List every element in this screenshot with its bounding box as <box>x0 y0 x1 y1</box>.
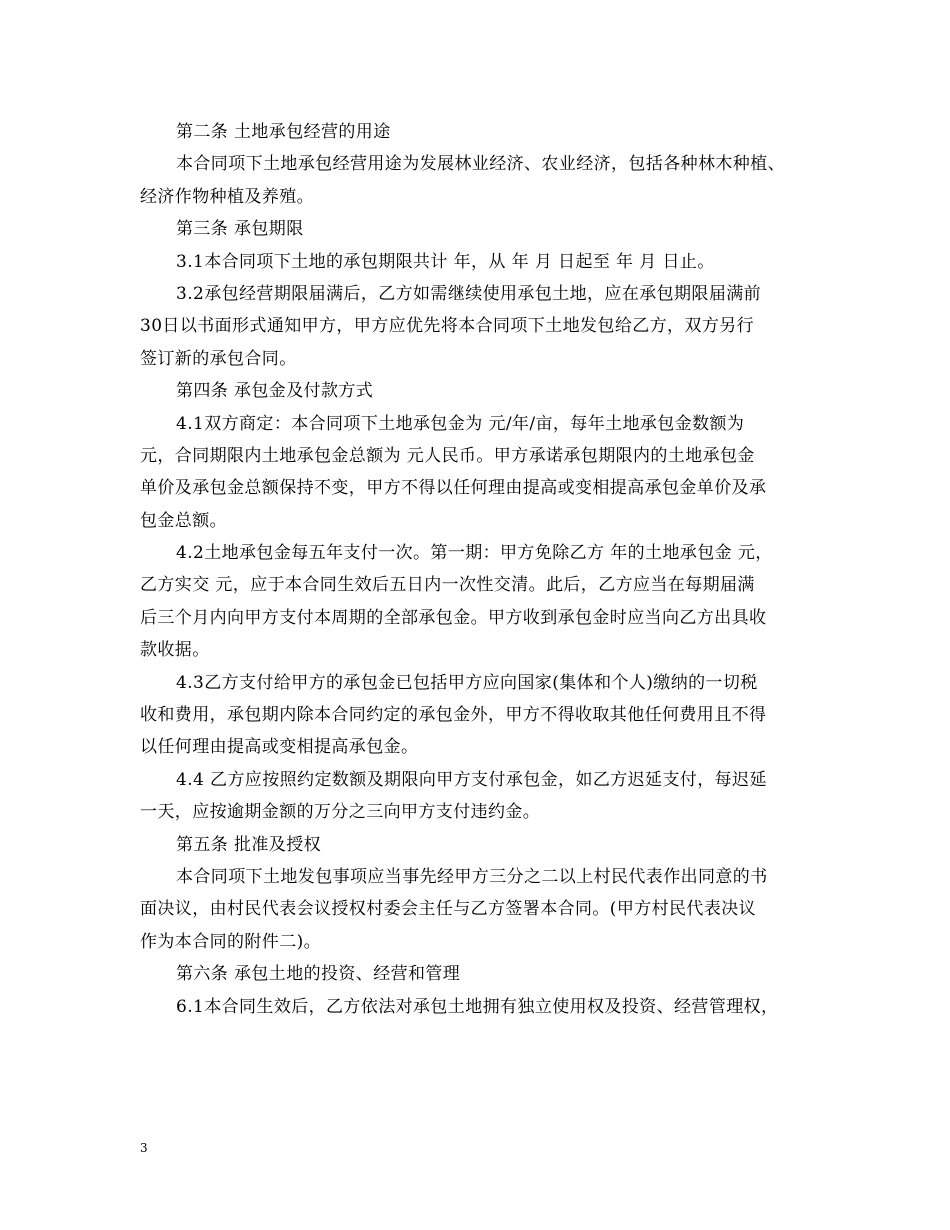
text-line: 乙方实交 元，应于本合同生效后五日内一次性交清。此后，乙方应当在每期届满 <box>140 575 755 596</box>
text-line: 包金总额。 <box>140 510 227 531</box>
text-line: 元，合同期限内土地承包金总额为 元人民币。甲方承诺承包期限内的土地承包金 <box>140 445 755 466</box>
text-line: 面决议，由村民代表会议授权村委会主任与乙方签署本合同。(甲方村民代表决议 <box>140 899 757 920</box>
page-number: 3 <box>140 1141 148 1155</box>
text-line: 6.1本合同生效后，乙方依法对承包土地拥有独立使用权及投资、经营管理权， <box>176 996 779 1017</box>
text-line: 第五条 批准及授权 <box>176 834 322 855</box>
text-line: 签订新的承包合同。 <box>140 348 297 369</box>
text-line: 第二条 土地承包经营的用途 <box>176 122 391 142</box>
text-line: 4.4 乙方应按照约定数额及期限向甲方支付承包金，如乙方迟延支付，每迟延 <box>176 769 767 790</box>
text-line: 作为本合同的附件二)。 <box>140 931 322 952</box>
text-line: 第四条 承包金及付款方式 <box>176 381 374 402</box>
text-line: 后三个月内向甲方支付本周期的全部承包金。甲方收到承包金时应当向乙方出具收 <box>140 607 767 628</box>
text-line: 4.3乙方支付给甲方的承包金已包括甲方应向国家(集体和个人)缴纳的一切税 <box>176 672 758 693</box>
text-line: 第三条 承包期限 <box>176 219 304 240</box>
text-line: 第六条 承包土地的投资、经营和管理 <box>176 964 461 985</box>
document-body <box>140 116 830 1023</box>
text-line: 30日以书面形式通知甲方，甲方应优先将本合同项下土地发包给乙方，双方另行 <box>140 316 755 337</box>
text-line: 4.2土地承包金每五年支付一次。第一期：甲方免除乙方 年的土地承包金 元， <box>176 543 773 564</box>
text-line: 收和费用，承包期内除本合同约定的承包金外，甲方不得收取其他任何费用且不得 <box>140 705 767 726</box>
text-line: 本合同项下土地发包事项应当事先经甲方三分之二以上村民代表作出同意的书 <box>176 866 768 887</box>
text-line: 款收据。 <box>140 640 210 661</box>
text-line: 3.1本合同项下土地的承包期限共计 年，从 年 月 日起至 年 月 日止。 <box>176 251 715 272</box>
text-line: 本合同项下土地承包经营用途为发展林业经济、农业经济，包括各种林木种植、 <box>176 154 785 175</box>
text-line: 4.1双方商定：本合同项下土地承包金为 元/年/亩，每年土地承包金数额为 <box>176 413 745 434</box>
text-line: 3.2承包经营期限届满后，乙方如需继续使用承包土地，应在承包期限届满前 <box>176 283 762 304</box>
text-line: 以任何理由提高或变相提高承包金。 <box>140 737 419 758</box>
text-line: 单价及承包金总额保持不变，甲方不得以任何理由提高或变相提高承包金单价及承 <box>140 478 767 499</box>
text-line: 一天，应按逾期金额的万分之三向甲方支付违约金。 <box>140 802 541 823</box>
text-line: 经济作物种植及养殖。 <box>140 186 314 207</box>
